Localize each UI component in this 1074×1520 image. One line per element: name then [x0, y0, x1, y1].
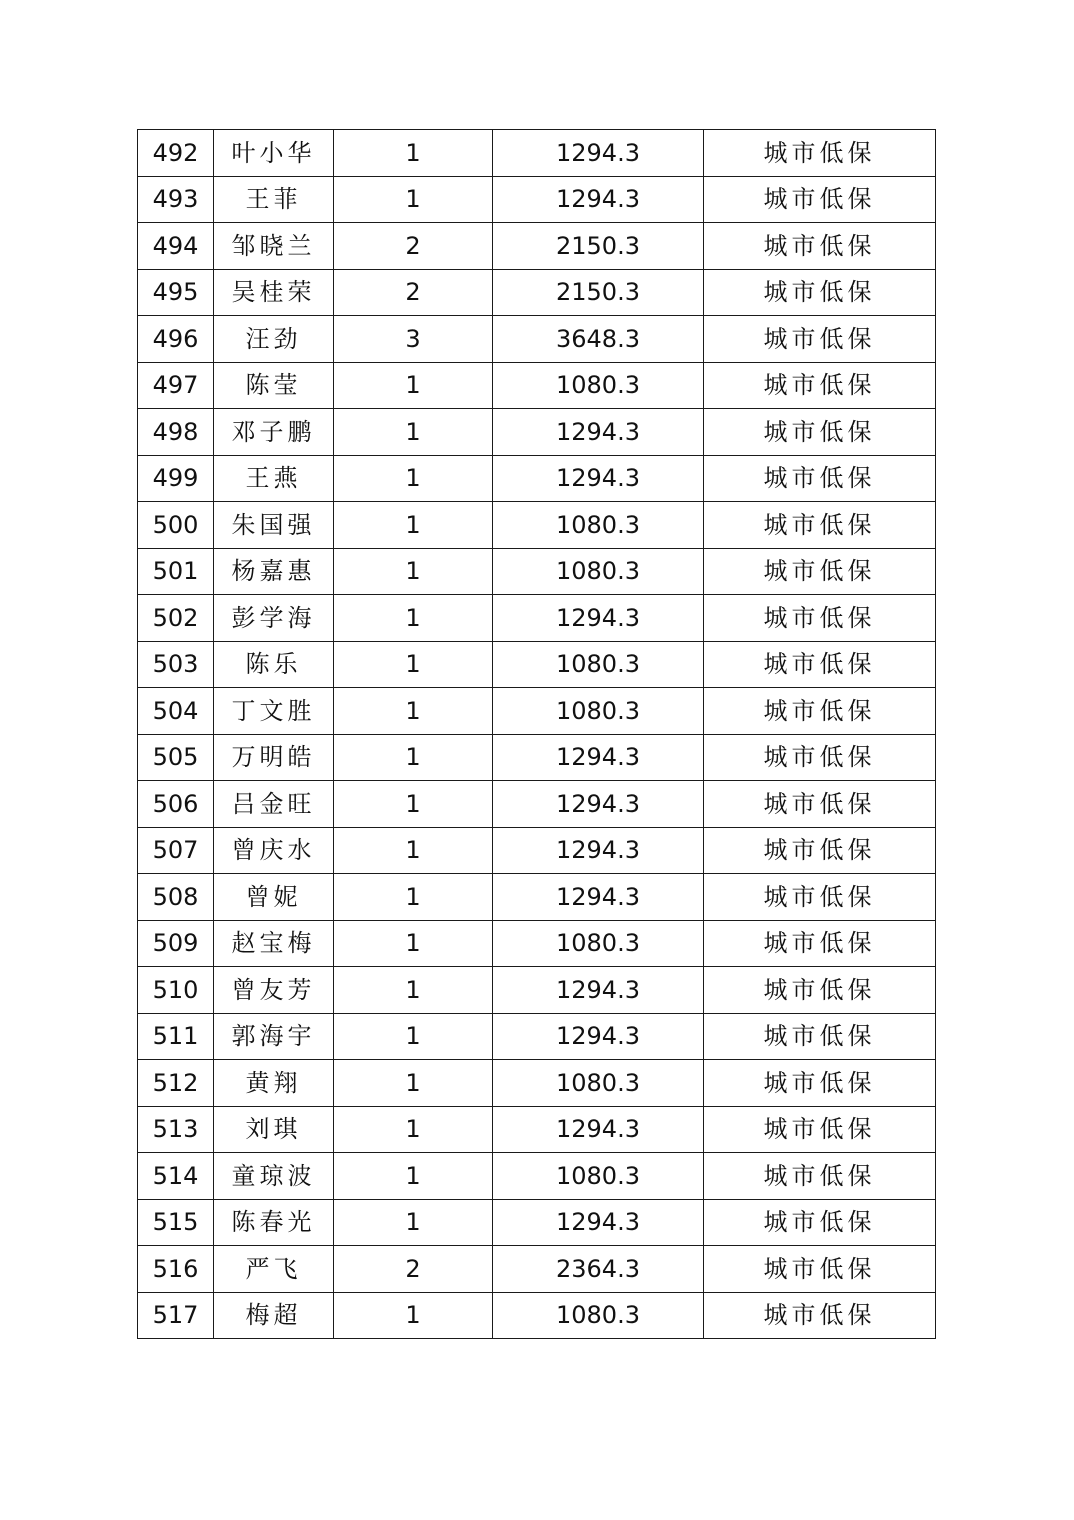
household-size-cell: 1 [334, 1153, 493, 1200]
serial-number-cell: 510 [138, 967, 214, 1014]
assistance-type-cell: 城市低保 [704, 595, 936, 642]
serial-number-cell: 500 [138, 502, 214, 549]
recipient-name-cell: 曾庆水 [214, 827, 334, 874]
subsidy-amount-cell: 1080.3 [493, 688, 704, 735]
subsidy-amount-cell: 1080.3 [493, 1060, 704, 1107]
recipient-name-cell: 杨嘉惠 [214, 548, 334, 595]
subsidy-amount-cell: 1080.3 [493, 362, 704, 409]
subsidy-amount-cell: 2364.3 [493, 1246, 704, 1293]
table-row [138, 130, 936, 177]
household-size-cell: 1 [334, 734, 493, 781]
table-row [138, 874, 936, 921]
recipient-name-cell: 童琼波 [214, 1153, 334, 1200]
household-size-cell: 1 [334, 362, 493, 409]
assistance-type-cell: 城市低保 [704, 1060, 936, 1107]
recipient-name-cell: 邓子鹏 [214, 409, 334, 456]
recipient-name-cell: 王菲 [214, 176, 334, 223]
serial-number-cell: 492 [138, 130, 214, 177]
table-row [138, 455, 936, 502]
recipient-name-cell: 朱国强 [214, 502, 334, 549]
recipient-name-cell: 汪劲 [214, 316, 334, 363]
assistance-type-cell: 城市低保 [704, 1013, 936, 1060]
household-size-cell: 1 [334, 548, 493, 595]
household-size-cell: 2 [334, 1246, 493, 1293]
serial-number-cell: 516 [138, 1246, 214, 1293]
table-row [138, 316, 936, 363]
household-size-cell: 1 [334, 1013, 493, 1060]
serial-number-cell: 506 [138, 781, 214, 828]
table-row [138, 1013, 936, 1060]
subsidy-amount-cell: 1294.3 [493, 827, 704, 874]
recipient-name-cell: 赵宝梅 [214, 920, 334, 967]
household-size-cell: 1 [334, 827, 493, 874]
table-row [138, 920, 936, 967]
serial-number-cell: 504 [138, 688, 214, 735]
assistance-type-cell: 城市低保 [704, 455, 936, 502]
serial-number-cell: 512 [138, 1060, 214, 1107]
recipient-name-cell: 彭学海 [214, 595, 334, 642]
assistance-type-cell: 城市低保 [704, 967, 936, 1014]
assistance-type-cell: 城市低保 [704, 920, 936, 967]
household-size-cell: 1 [334, 1199, 493, 1246]
subsidy-amount-cell: 1294.3 [493, 781, 704, 828]
serial-number-cell: 517 [138, 1292, 214, 1339]
serial-number-cell: 513 [138, 1106, 214, 1153]
household-size-cell: 1 [334, 176, 493, 223]
serial-number-cell: 494 [138, 223, 214, 270]
table-row [138, 688, 936, 735]
table-row [138, 223, 936, 270]
subsidy-amount-cell: 1294.3 [493, 967, 704, 1014]
recipient-name-cell: 叶小华 [214, 130, 334, 177]
recipient-name-cell: 郭海宇 [214, 1013, 334, 1060]
household-size-cell: 2 [334, 269, 493, 316]
assistance-type-cell: 城市低保 [704, 688, 936, 735]
subsidy-amount-cell: 1080.3 [493, 1292, 704, 1339]
serial-number-cell: 511 [138, 1013, 214, 1060]
assistance-type-cell: 城市低保 [704, 269, 936, 316]
recipient-name-cell: 万明皓 [214, 734, 334, 781]
household-size-cell: 1 [334, 641, 493, 688]
subsidy-amount-cell: 1294.3 [493, 1199, 704, 1246]
recipient-name-cell: 黄翔 [214, 1060, 334, 1107]
table-row [138, 1246, 936, 1293]
table-row [138, 827, 936, 874]
recipient-name-cell: 严飞 [214, 1246, 334, 1293]
table-row [138, 1106, 936, 1153]
subsidy-amount-cell: 1294.3 [493, 1013, 704, 1060]
serial-number-cell: 495 [138, 269, 214, 316]
assistance-type-cell: 城市低保 [704, 1246, 936, 1293]
subsidy-amount-cell: 1080.3 [493, 548, 704, 595]
table-row [138, 1292, 936, 1339]
household-size-cell: 1 [334, 688, 493, 735]
recipient-name-cell: 王燕 [214, 455, 334, 502]
assistance-type-cell: 城市低保 [704, 874, 936, 921]
table-row [138, 409, 936, 456]
subsidy-amount-cell: 1080.3 [493, 641, 704, 688]
recipient-name-cell: 梅超 [214, 1292, 334, 1339]
assistance-type-cell: 城市低保 [704, 1199, 936, 1246]
table-row [138, 1199, 936, 1246]
recipient-name-cell: 陈乐 [214, 641, 334, 688]
subsidy-amount-cell: 1294.3 [493, 455, 704, 502]
household-size-cell: 1 [334, 1060, 493, 1107]
table-row [138, 362, 936, 409]
assistance-type-cell: 城市低保 [704, 409, 936, 456]
subsidy-amount-cell: 1294.3 [493, 176, 704, 223]
recipient-name-cell: 丁文胜 [214, 688, 334, 735]
table-row [138, 269, 936, 316]
serial-number-cell: 515 [138, 1199, 214, 1246]
serial-number-cell: 503 [138, 641, 214, 688]
household-size-cell: 1 [334, 455, 493, 502]
assistance-type-cell: 城市低保 [704, 316, 936, 363]
serial-number-cell: 501 [138, 548, 214, 595]
recipient-name-cell: 邹晓兰 [214, 223, 334, 270]
serial-number-cell: 498 [138, 409, 214, 456]
assistance-type-cell: 城市低保 [704, 827, 936, 874]
household-size-cell: 3 [334, 316, 493, 363]
table-row [138, 548, 936, 595]
serial-number-cell: 493 [138, 176, 214, 223]
subsidy-roster-table [137, 129, 936, 1339]
household-size-cell: 1 [334, 409, 493, 456]
table-row [138, 641, 936, 688]
household-size-cell: 1 [334, 920, 493, 967]
serial-number-cell: 497 [138, 362, 214, 409]
subsidy-amount-cell: 1294.3 [493, 1106, 704, 1153]
household-size-cell: 1 [334, 1292, 493, 1339]
household-size-cell: 1 [334, 1106, 493, 1153]
assistance-type-cell: 城市低保 [704, 781, 936, 828]
assistance-type-cell: 城市低保 [704, 362, 936, 409]
assistance-type-cell: 城市低保 [704, 502, 936, 549]
serial-number-cell: 514 [138, 1153, 214, 1200]
serial-number-cell: 502 [138, 595, 214, 642]
table-row [138, 1060, 936, 1107]
serial-number-cell: 499 [138, 455, 214, 502]
table-row [138, 595, 936, 642]
table-row [138, 502, 936, 549]
table-row [138, 1153, 936, 1200]
assistance-type-cell: 城市低保 [704, 641, 936, 688]
table-row [138, 967, 936, 1014]
subsidy-amount-cell: 1294.3 [493, 734, 704, 781]
serial-number-cell: 505 [138, 734, 214, 781]
subsidy-amount-cell: 1080.3 [493, 920, 704, 967]
subsidy-amount-cell: 2150.3 [493, 223, 704, 270]
assistance-type-cell: 城市低保 [704, 1292, 936, 1339]
recipient-name-cell: 吴桂荣 [214, 269, 334, 316]
assistance-type-cell: 城市低保 [704, 130, 936, 177]
assistance-type-cell: 城市低保 [704, 176, 936, 223]
serial-number-cell: 507 [138, 827, 214, 874]
serial-number-cell: 509 [138, 920, 214, 967]
household-size-cell: 1 [334, 130, 493, 177]
subsidy-amount-cell: 1294.3 [493, 595, 704, 642]
household-size-cell: 1 [334, 502, 493, 549]
assistance-type-cell: 城市低保 [704, 734, 936, 781]
subsidy-amount-cell: 1080.3 [493, 502, 704, 549]
recipient-name-cell: 曾妮 [214, 874, 334, 921]
table-row [138, 781, 936, 828]
subsidy-amount-cell: 2150.3 [493, 269, 704, 316]
subsidy-amount-cell: 1294.3 [493, 409, 704, 456]
subsidy-amount-cell: 3648.3 [493, 316, 704, 363]
assistance-type-cell: 城市低保 [704, 548, 936, 595]
table-row [138, 734, 936, 781]
recipient-name-cell: 陈春光 [214, 1199, 334, 1246]
subsidy-amount-cell: 1294.3 [493, 130, 704, 177]
subsidy-amount-cell: 1080.3 [493, 1153, 704, 1200]
recipient-name-cell: 曾友芳 [214, 967, 334, 1014]
table-row [138, 176, 936, 223]
recipient-name-cell: 刘琪 [214, 1106, 334, 1153]
household-size-cell: 1 [334, 781, 493, 828]
recipient-name-cell: 吕金旺 [214, 781, 334, 828]
roster-table-body [138, 130, 936, 1339]
household-size-cell: 2 [334, 223, 493, 270]
assistance-type-cell: 城市低保 [704, 1153, 936, 1200]
serial-number-cell: 508 [138, 874, 214, 921]
subsidy-amount-cell: 1294.3 [493, 874, 704, 921]
household-size-cell: 1 [334, 595, 493, 642]
assistance-type-cell: 城市低保 [704, 1106, 936, 1153]
assistance-type-cell: 城市低保 [704, 223, 936, 270]
household-size-cell: 1 [334, 874, 493, 921]
serial-number-cell: 496 [138, 316, 214, 363]
recipient-name-cell: 陈莹 [214, 362, 334, 409]
household-size-cell: 1 [334, 967, 493, 1014]
